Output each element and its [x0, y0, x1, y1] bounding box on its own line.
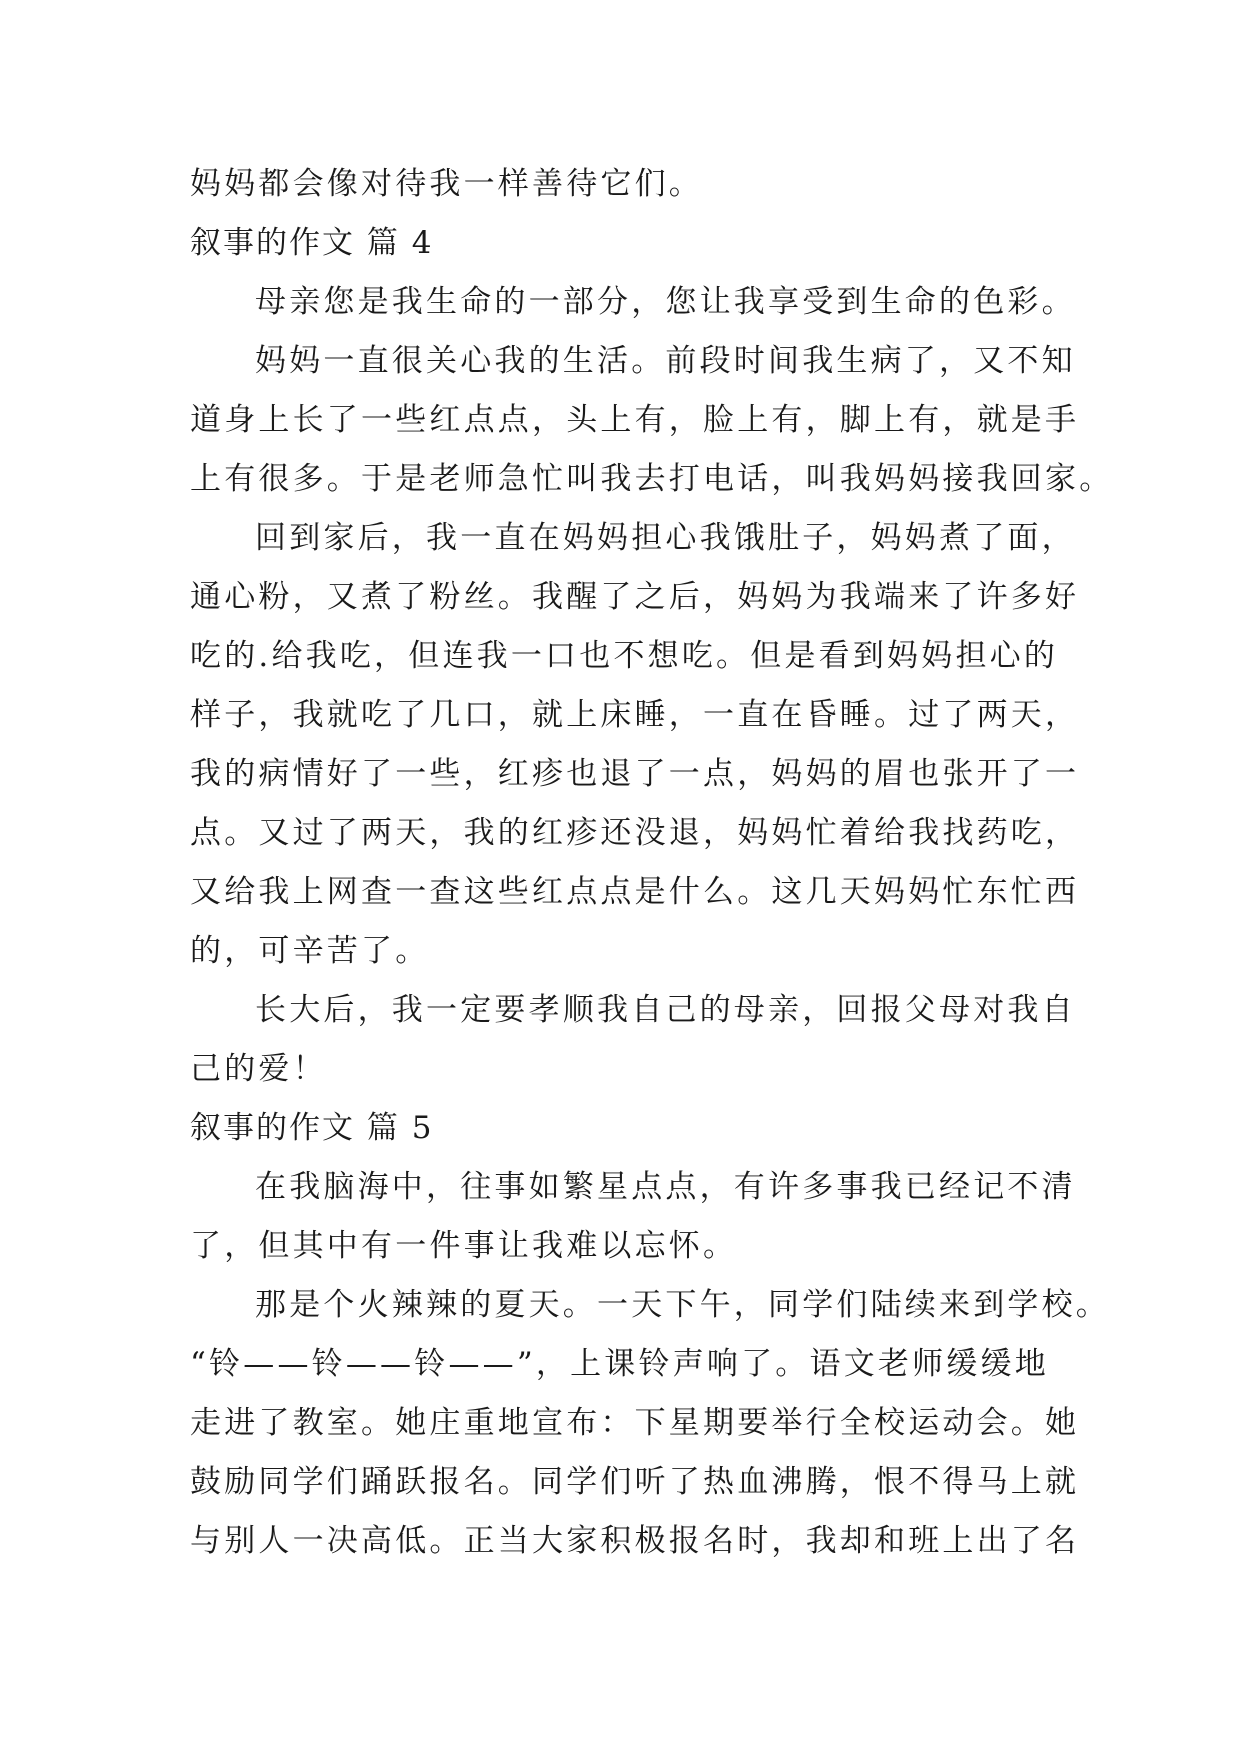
paragraph-line: 走进了教室。她庄重地宣布：下星期要举行全校运动会。她	[190, 1405, 1080, 1441]
paragraph-line: 点。又过了两天，我的红疹还没退，妈妈忙着给我找药吃，	[190, 815, 1080, 851]
text-line: 妈妈都会像对待我一样善待它们。	[190, 166, 703, 202]
paragraph-line: 回到家后，我一直在妈妈担心我饿肚子，妈妈煮了面，	[255, 520, 1076, 556]
section-heading-4: 叙事的作文 篇 4	[190, 225, 434, 261]
paragraph-line: “铃——铃——铃——”，上课铃声响了。语文老师缓缓地	[190, 1346, 1049, 1382]
paragraph-line: 己的爱！	[190, 1051, 327, 1087]
paragraph-line: 鼓励同学们踊跃报名。同学们听了热血沸腾，恨不得马上就	[190, 1464, 1080, 1500]
paragraph-line: 那是个火辣辣的夏天。一天下午，同学们陆续来到学校。	[255, 1287, 1110, 1323]
paragraph-line: 的，可辛苦了。	[190, 933, 430, 969]
paragraph-line: 我的病情好了一些，红疹也退了一点，妈妈的眉也张开了一	[190, 756, 1080, 792]
paragraph-line: 长大后，我一定要孝顺我自己的母亲，回报父母对我自	[255, 992, 1076, 1028]
paragraph-line: 样子，我就吃了几口，就上床睡，一直在昏睡。过了两天，	[190, 697, 1080, 733]
paragraph-line: 道身上长了一些红点点，头上有，脸上有，脚上有，就是手	[190, 402, 1080, 438]
paragraph-line: 通心粉，又煮了粉丝。我醒了之后，妈妈为我端来了许多好	[190, 579, 1080, 615]
paragraph-line: 上有很多。于是老师急忙叫我去打电话，叫我妈妈接我回家。	[190, 461, 1114, 497]
paragraph-line: 妈妈一直很关心我的生活。前段时间我生病了，又不知	[255, 343, 1076, 379]
paragraph-line: 母亲您是我生命的一部分，您让我享受到生命的色彩。	[255, 284, 1076, 320]
paragraph-line: 吃的.给我吃，但连我一口也不想吃。但是看到妈妈担心的	[190, 638, 1059, 674]
paragraph-line: 了，但其中有一件事让我难以忘怀。	[190, 1228, 738, 1264]
paragraph-line: 在我脑海中，往事如繁星点点，有许多事我已经记不清	[255, 1169, 1076, 1205]
section-heading-5: 叙事的作文 篇 5	[190, 1110, 434, 1146]
paragraph-line: 又给我上网查一查这些红点点是什么。这几天妈妈忙东忙西	[190, 874, 1080, 910]
paragraph-line: 与别人一决高低。正当大家积极报名时，我却和班上出了名	[190, 1523, 1080, 1559]
